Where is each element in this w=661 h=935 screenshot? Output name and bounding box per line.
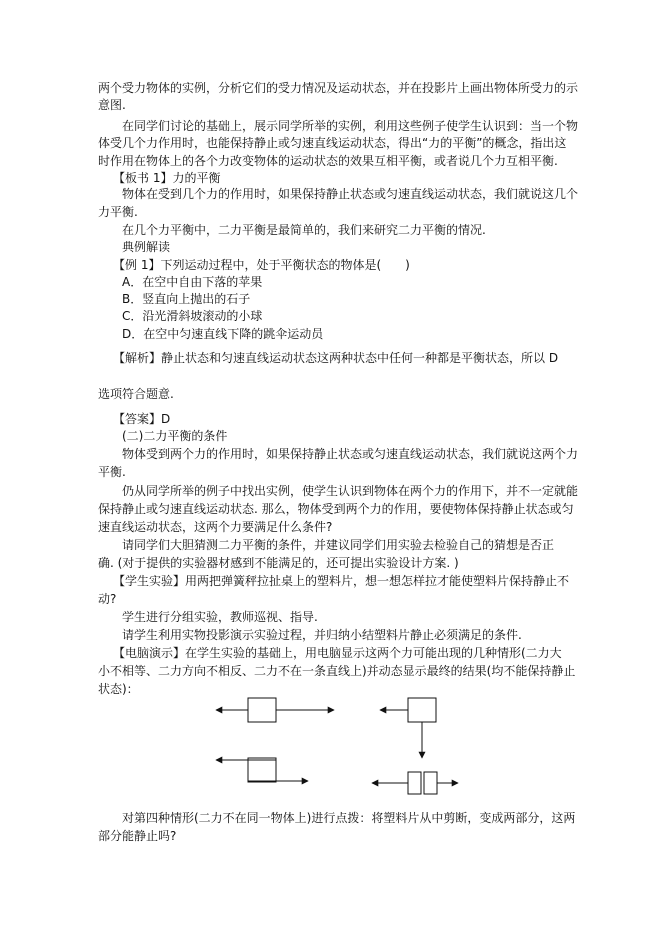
text-line: 物体受到两个力的作用时，如果保持静止状态或匀速直线运动状态，我们就说这两个力 — [122, 447, 579, 461]
text-line: 仍从同学所举的例子中找出实例，使学生认识到物体在两个力的作用下，并不一定就能 — [122, 484, 579, 498]
case-unequal-forces — [216, 698, 334, 722]
block — [248, 698, 276, 722]
option-c: C．沿光滑斜坡滚动的小球 — [122, 309, 263, 323]
case-not-opposite — [380, 698, 436, 758]
text-line: 物体在受到几个力的作用时，如果保持静止状态或匀速直线运动状态，我们就说这几个 — [122, 187, 579, 201]
text-line: 平衡. — [98, 465, 126, 479]
text-line: 保持静止或匀速直线运动状态. 那么，物体受到两个力的作用，要使物体保持静止状态或匀 — [98, 502, 574, 516]
option-a: A．在空中自由下落的苹果 — [122, 275, 263, 289]
computer-demo-text: 【电脑演示】在学生实验的基础上，用电脑显示这两个力可能出现的几种情形(二力大 — [113, 646, 562, 660]
text-line: 时作用在物体上的各个力改变物体的运动状态的效果互相平衡，或者说几个力互相平衡. — [98, 154, 558, 168]
text-line: 两个受力物体的实例，分析它们的受力情况及运动状态，并在投影片上画出物体所受力的示 — [98, 81, 579, 95]
block — [408, 698, 436, 722]
text-line: 状态)： — [98, 682, 139, 696]
block-left — [408, 772, 421, 794]
text-line: 请同学们大胆猜测二力平衡的条件，并建议同学们用实验去检验自己的猜想是否正 — [122, 538, 555, 552]
option-d: D．在空中匀速直线下降的跳伞运动员 — [122, 327, 324, 341]
text-line: 对第四种情形(二力不在同一物体上)进行点拨：将塑料片从中剪断，变成两部分，这两 — [122, 811, 576, 825]
answer-text: 【答案】D — [113, 412, 171, 426]
board-heading: 【板书 1】力的平衡 — [113, 171, 221, 185]
text-line: 请学生利用实物投影演示实验过程，并归纳小结塑料片静止必须满足的条件. — [122, 628, 522, 642]
option-b: B．竖直向上抛出的石子 — [122, 292, 251, 306]
analysis-text: 选项符合题意. — [98, 387, 174, 401]
text-line: 意图. — [98, 98, 126, 112]
text-line: 速直线运动状态，这两个力要满足什么条件? — [98, 520, 333, 534]
section-heading: 典例解读 — [122, 240, 171, 254]
case-not-same-line — [216, 758, 308, 782]
block — [248, 758, 276, 782]
text-line: 力平衡. — [98, 205, 138, 219]
text-line: 体受几个力作用时，也能保持静止或匀速直线运动状态，得出“力的平衡”的概念，指出这 — [98, 136, 567, 150]
text-line: 小不相等、二力方向不相反、二力不在一条直线上)并动态显示最终的结果(均不能保持静止 — [98, 664, 576, 678]
text-line: 学生进行分组实验，教师巡视、指导. — [122, 610, 318, 624]
text-line: 部分能静止吗? — [98, 829, 177, 843]
text-line: 在几个力平衡中，二力平衡是最简单的，我们来研究二力平衡的情况. — [122, 223, 486, 237]
text-line: 在同学们讨论的基础上，展示同学所举的实例，利用这些例子使学生认识到：当一个物 — [122, 119, 579, 133]
force-diagram — [200, 680, 460, 800]
analysis-text: 【解析】静止状态和匀速直线运动状态这两种状态中任何一种都是平衡状态，所以 D — [113, 351, 559, 365]
section-heading: (二)二力平衡的条件 — [122, 429, 228, 443]
student-experiment-text: 【学生实验】用两把弹簧秤拉扯桌上的塑料片，想一想怎样拉才能使塑料片保持静止不 — [113, 574, 570, 588]
case-not-same-object — [372, 772, 458, 794]
text-line: 动? — [98, 592, 117, 606]
example-question: 【例 1】下列运动过程中，处于平衡状态的物体是( ) — [113, 258, 410, 272]
block-right — [424, 772, 437, 794]
text-line: 确. (对于提供的实验器材感到不能满足的，还可提出实验设计方案. ) — [98, 556, 459, 570]
